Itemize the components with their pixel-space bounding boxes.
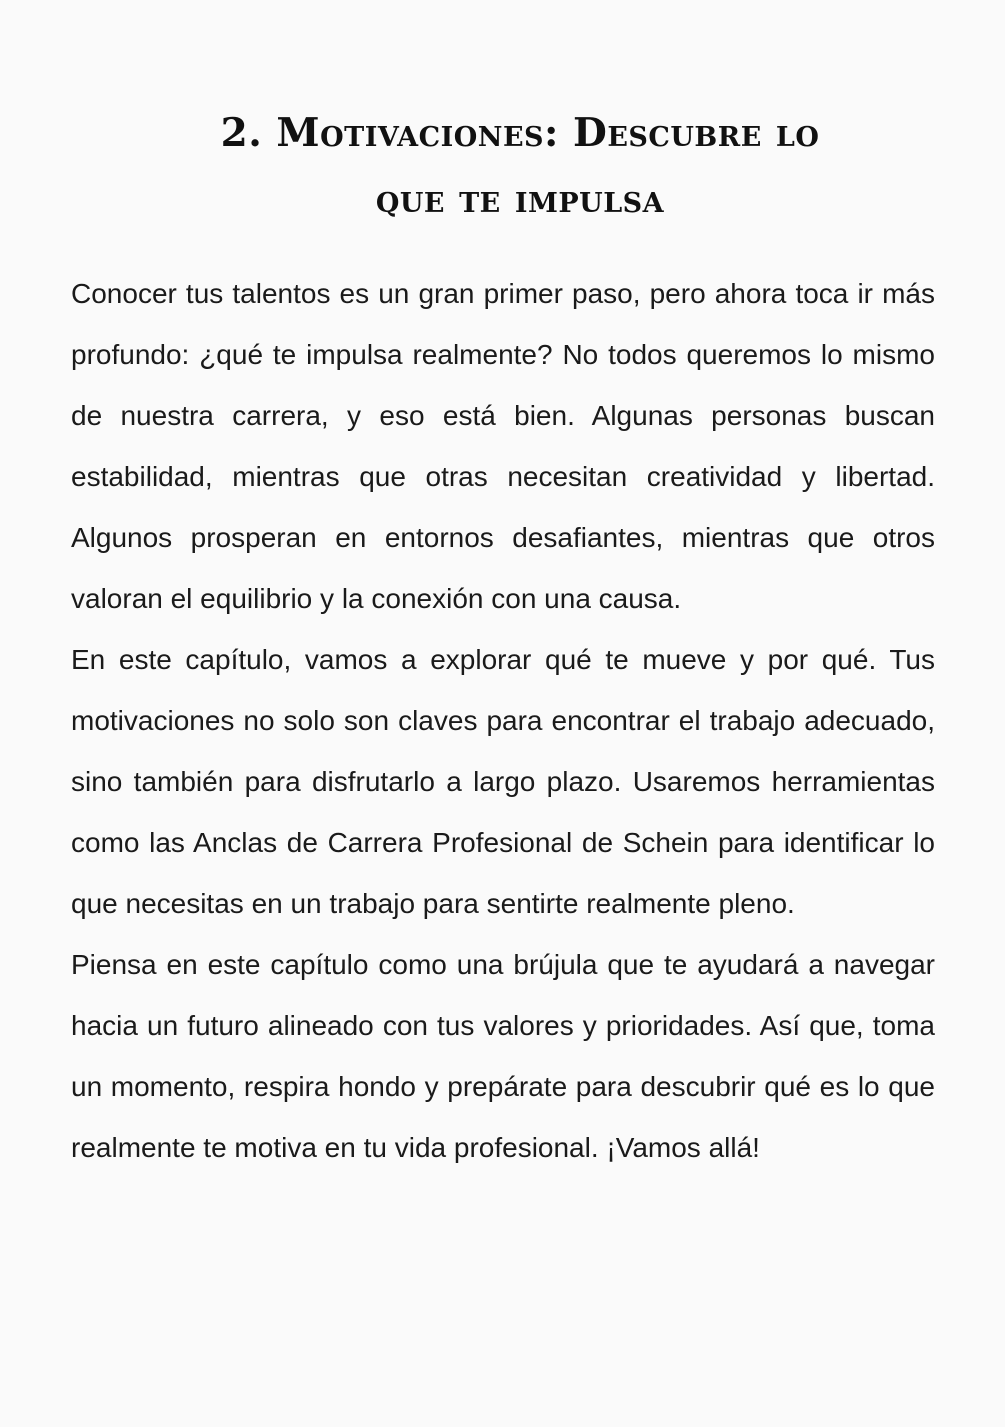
paragraph-closing: Piensa en este capítulo como una brújula que te ayudará a navegar hacia un futuro alineado con tus valores y prioridades. Así que, toma un momento, respira hondo y prepárate para descubrir qué es lo que realmente te motiva en tu vida profesional. ¡Vamos allá! <box>71 949 935 1163</box>
paragraph-chapter-overview: En este capítulo, vamos a explorar qué te mueve y por qué. Tus motivaciones no solo son claves para encontrar el trabajo adecuado, sino también para disfrutarlo a largo plazo. Usaremos herramientas como las Anclas de Carrera Profesional de Schein para identificar lo que necesitas en un trabajo para sentirte realmente pleno. <box>71 644 935 919</box>
paragraph-intro: Conocer tus talentos es un gran primer paso, pero ahora toca ir más profundo: ¿qué te impulsa realmente? No todos queremos lo mismo de nuestra carrera, y eso está bien. Algunas personas buscan estabilidad, mientras que otras necesitan creatividad y libertad. Algunos prosperan en entornos desafiantes, mientras que otros valoran el equilibrio y la conexión con una causa. <box>71 278 935 614</box>
chapter-title-line-1: 2. Motivaciones: Descubre lo <box>220 110 820 156</box>
chapter-title-line-2: que te impulsa <box>375 176 665 222</box>
chapter-title <box>100 100 940 232</box>
chapter-body <box>71 263 935 1178</box>
